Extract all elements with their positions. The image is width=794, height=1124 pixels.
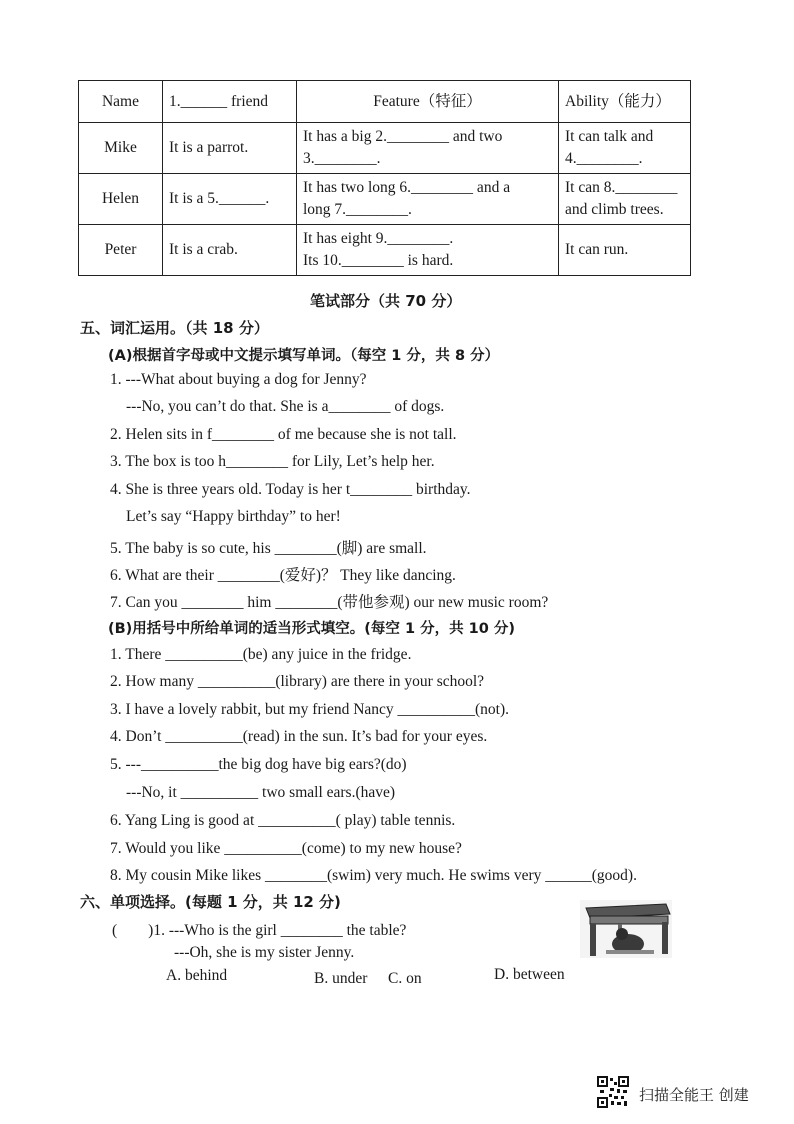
question-line: 7. Would you like __________(come) to my new house? xyxy=(110,840,462,857)
option-a: A. behind xyxy=(166,967,228,984)
feature-line: It has eight 9.________. xyxy=(303,230,454,247)
ability-line: It can 8.________ xyxy=(565,179,678,196)
question-line: 3. I have a lovely rabbit, but my friend Nancy __________(not). xyxy=(110,701,510,718)
header-ability: Ability（能力） xyxy=(559,81,691,123)
part5-title: 五、词汇运用。（共 18 分） xyxy=(80,319,269,337)
row-friend: It is a crab. xyxy=(163,225,297,276)
question-line: 3. The box is too h________ for Lily, Let’s help her. xyxy=(110,453,435,470)
ability-line: It can talk and xyxy=(565,128,654,145)
table-header-row xyxy=(79,81,691,123)
row-feature xyxy=(297,225,559,276)
question-line: 4. Don’t __________(read) in the sun. It’s bad for your eyes. xyxy=(110,728,488,745)
option-d: D. between xyxy=(494,966,565,983)
row-ability xyxy=(559,174,691,225)
ability-line: and climb trees. xyxy=(565,201,664,218)
row-ability xyxy=(559,123,691,174)
scanner-watermark: 扫描全能王 创建 xyxy=(639,1086,749,1104)
ability-line: 4.________. xyxy=(565,150,643,167)
row-friend: It is a 5.______. xyxy=(163,174,297,225)
row-ability xyxy=(559,225,691,276)
table-row xyxy=(79,123,691,174)
question-line: 4. She is three years old. Today is her t________ birthday. xyxy=(110,481,471,498)
question-line: ---No, it __________ two small ears.(have) xyxy=(126,784,396,801)
qr-code-icon xyxy=(597,1076,629,1108)
question-line: 1. There __________(be) any juice in the fridge. xyxy=(110,646,412,663)
feature-line: It has a big 2.________ and two xyxy=(303,128,503,145)
question-line: 2. Helen sits in f________ of me because she is not tall. xyxy=(110,426,457,443)
table-row xyxy=(79,174,691,225)
question-line: 5. The baby is so cute, his ________(脚) are small. xyxy=(110,540,427,557)
question-line: 2. How many __________(library) are there in your school? xyxy=(110,673,485,690)
part5-a-title: (A)根据首字母或中文提示填写单词。（每空 1 分，共 8 分） xyxy=(108,348,500,364)
section-title: 笔试部分（共 70 分） xyxy=(310,292,462,310)
row-feature xyxy=(297,123,559,174)
question-line: 7. Can you ________ him ________(带他参观) our new music room? xyxy=(110,594,549,611)
row-name: Peter xyxy=(79,225,163,276)
row-name: Helen xyxy=(79,174,163,225)
part5-b-title: (B)用括号中所给单词的适当形式填空。(每空 1 分，共 10 分) xyxy=(108,621,516,637)
question-line: 5. ---__________the big dog have big ears?(do) xyxy=(110,756,407,773)
desk-illustration xyxy=(578,898,674,960)
header-friend: 1.______ friend xyxy=(163,81,297,123)
feature-line: Its 10.________ is hard. xyxy=(303,252,454,269)
question-line: 6. Yang Ling is good at __________( play) table tennis. xyxy=(110,812,456,829)
header-feature: Feature（特征） xyxy=(297,81,559,123)
feature-line: long 7.________. xyxy=(303,201,412,218)
option-b: B. under xyxy=(314,970,368,987)
feature-line: It has two long 6.________ and a xyxy=(303,179,511,196)
question-line: ---Oh, she is my sister Jenny. xyxy=(174,944,355,961)
row-name: Mike xyxy=(79,123,163,174)
header-name: Name xyxy=(79,81,163,123)
question-line: 1. ---What about buying a dog for Jenny? xyxy=(110,371,367,388)
feature-line: 3.________. xyxy=(303,150,381,167)
question-line: ( )1. ---Who is the girl ________ the table? xyxy=(112,922,407,939)
info-table xyxy=(78,80,691,276)
row-feature xyxy=(297,174,559,225)
option-c: C. on xyxy=(388,970,422,987)
row-friend: It is a parrot. xyxy=(163,123,297,174)
table-row xyxy=(79,225,691,276)
question-line: Let’s say “Happy birthday” to her! xyxy=(126,508,341,525)
question-line: 8. My cousin Mike likes ________(swim) very much. He swims very ______(good). xyxy=(110,867,637,884)
part6-title: 六、单项选择。(每题 1 分，共 12 分) xyxy=(80,893,341,911)
question-line: ---No, you can’t do that. She is a________ of dogs. xyxy=(126,398,445,415)
ability-line: It can run. xyxy=(565,241,629,258)
question-line: 6. What are their ________(爱好)？ They like dancing. xyxy=(110,567,456,584)
